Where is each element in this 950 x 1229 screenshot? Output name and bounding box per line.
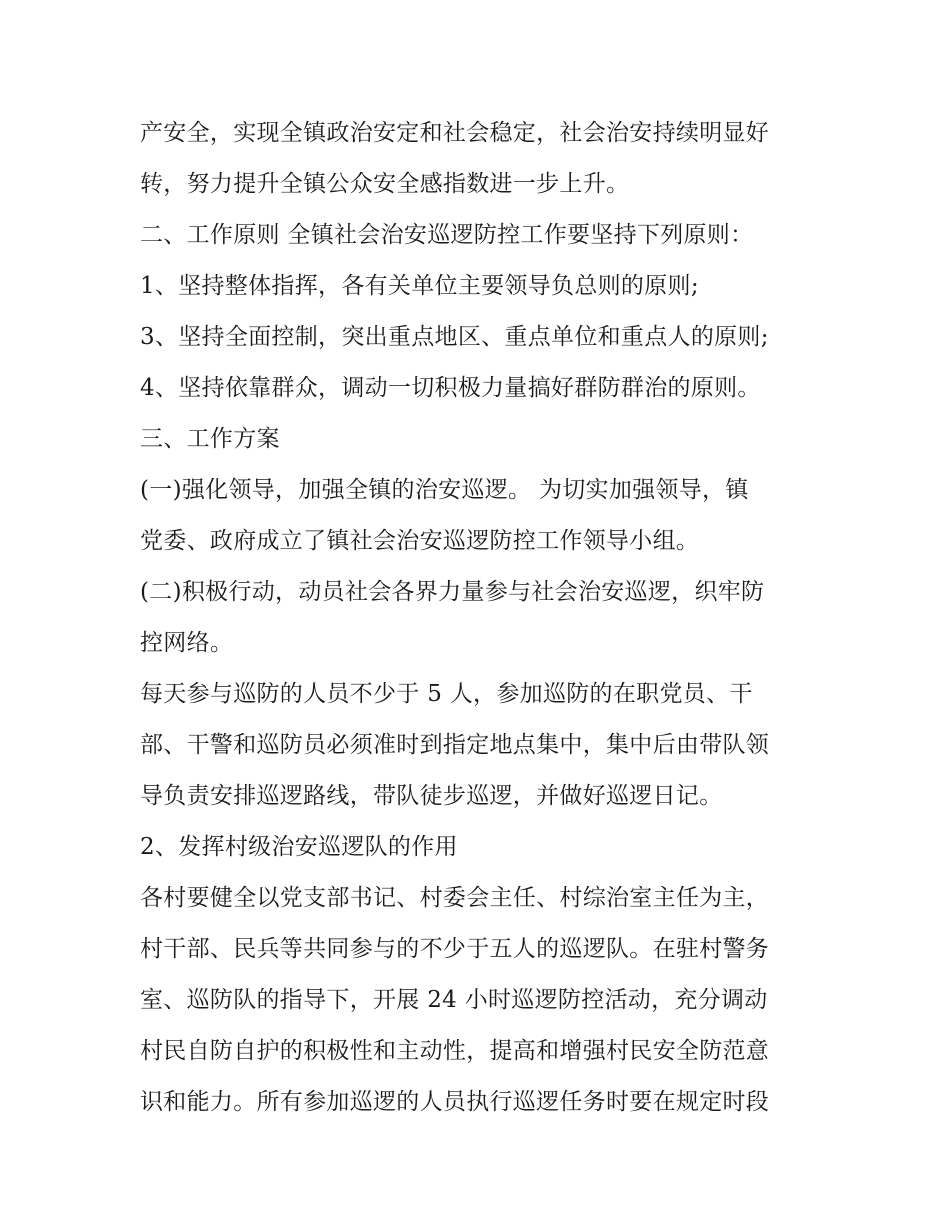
text-line: 室、巡防队的指导下，开展 24 小时巡逻防控活动，充分调动 — [140, 987, 768, 1013]
list-item: 4、坚持依靠群众，调动一切积极力量搞好群防群治的原则。 — [140, 375, 761, 401]
subsection-heading: (一)强化领导，加强全镇的治安巡逻。 为切实加强领导，镇 — [140, 477, 749, 503]
text-line: 转，努力提升全镇公众安全感指数进一步上升。 — [140, 171, 630, 197]
list-item: 2、发挥村级治安巡逻队的作用 — [140, 834, 458, 860]
text-line: 党委、政府成立了镇社会治安巡逻防控工作领导小组。 — [140, 528, 700, 554]
list-item: 1、坚持整体指挥，各有关单位主要领导负总则的原则; — [140, 273, 699, 299]
text-line: 部、干警和巡防员必须准时到指定地点集中，集中后由带队领 — [140, 732, 770, 758]
subsection-heading: (二)积极行动，动员社会各界力量参与社会治安巡逻，织牢防 — [140, 579, 765, 605]
text-line: 村干部、民兵等共同参与的不少于五人的巡逻队。在驻村警务 — [140, 936, 770, 962]
section-heading: 二、工作原则 全镇社会治安巡逻防控工作要坚持下列原则： — [140, 222, 754, 248]
list-item: 3、坚持全面控制，突出重点地区、重点单位和重点人的原则; — [140, 324, 769, 350]
text-line: 每天参与巡防的人员不少于 5 人，参加巡防的在职党员、干 — [140, 681, 753, 707]
text-line: 产安全，实现全镇政治安定和社会稳定，社会治安持续明显好 — [140, 120, 770, 146]
text-line: 识和能力。所有参加巡逻的人员执行巡逻任务时要在规定时段 — [140, 1089, 770, 1115]
text-line: 各村要健全以党支部书记、村委会主任、村综治室主任为主， — [140, 885, 770, 911]
text-line: 村民自防自护的积极性和主动性，提高和增强村民安全防范意 — [140, 1038, 770, 1064]
section-heading: 三、工作方案 — [140, 426, 280, 452]
text-line: 控网络。 — [140, 630, 234, 656]
text-line: 导负责安排巡逻路线，带队徒步巡逻，并做好巡逻日记。 — [140, 783, 723, 809]
document-body — [140, 108, 820, 1128]
